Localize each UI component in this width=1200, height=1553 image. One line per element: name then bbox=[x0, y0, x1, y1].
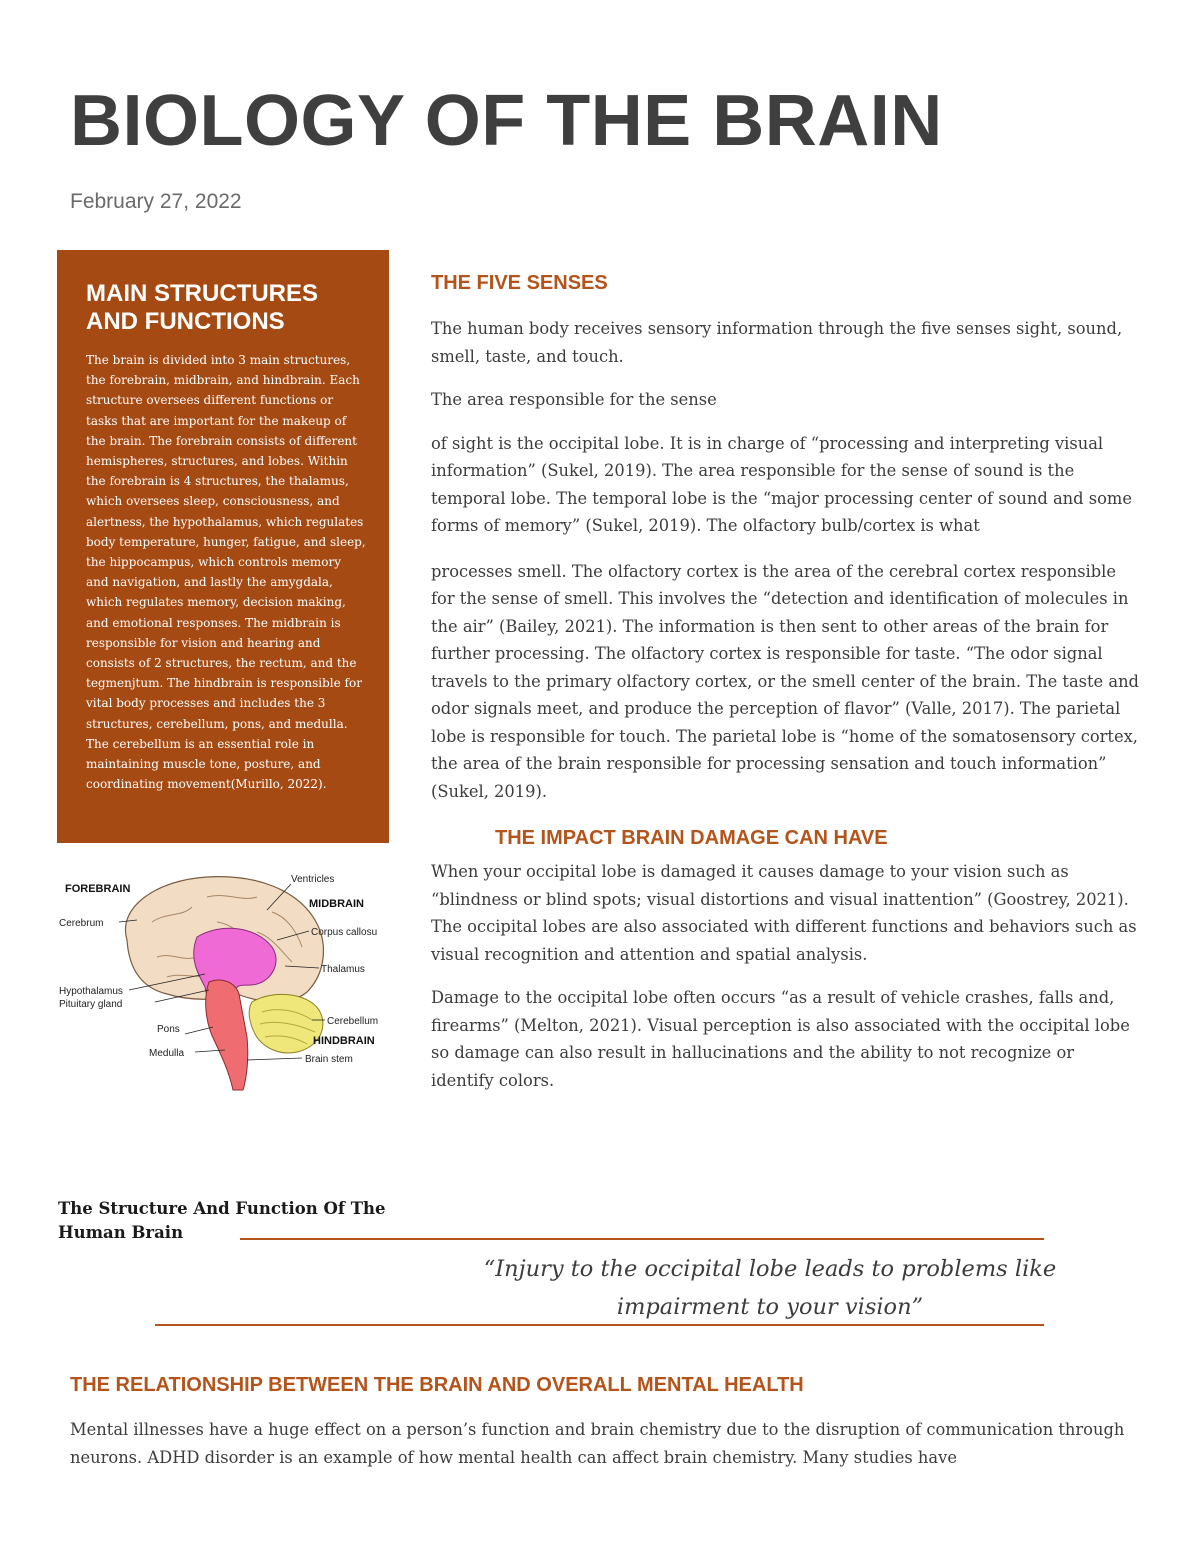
diagram-caption: The Structure And Function Of The Human Brain bbox=[58, 1199, 386, 1242]
quote-rule-top bbox=[240, 1238, 1044, 1240]
pull-quote: “Injury to the occipital lobe leads to problems like impairment to your vision” bbox=[483, 1256, 1057, 1320]
brain-diagram bbox=[57, 862, 391, 1094]
sidebar-box bbox=[57, 250, 389, 843]
publish-date: February 27, 2022 bbox=[70, 190, 242, 213]
mental-health-p1: Mental illnesses have a huge effect on a person’s function and brain chemistry due to the disruption of communication through neurons. ADHD disorder is an example of how mental health can affect brain chemistry. Many studies have bbox=[70, 1420, 1125, 1467]
five-senses-p3: of sight is the occipital lobe. It is in charge of “processing and interpreting visual information” (Sukel, 2019). The area responsible for the sense of sound is the temporal lobe. The temporal lobe is the “major processing center of sound and some forms of memory” (Sukel, 2019). The olfactory bulb/cortex is what bbox=[431, 433, 1132, 535]
diagram-label-midbrain: MIDBRAIN bbox=[309, 898, 364, 910]
diagram-label-pons: Pons bbox=[157, 1024, 180, 1035]
page-title: BIOLOGY OF THE BRAIN bbox=[70, 81, 943, 161]
diagram-label-medulla: Medulla bbox=[149, 1048, 185, 1059]
mental-health-heading: THE RELATIONSHIP BETWEEN THE BRAIN AND OVERALL MENTAL HEALTH bbox=[70, 1374, 804, 1396]
impact-p2: Damage to the occipital lobe often occurs “as a result of vehicle crashes, falls and, firearms” (Melton, 2021). Visual perception is also associated with the occipital lobe so damage can also result in hallucinations and the ability to not recognize or identify colors. bbox=[431, 988, 1130, 1090]
five-senses-p1: The human body receives sensory information through the five senses sight, sound, smell, taste, and touch. bbox=[431, 319, 1123, 366]
diagram-label-pituitary: Pituitary gland bbox=[59, 999, 123, 1010]
diagram-label-hypothalamus: Hypothalamus bbox=[59, 986, 123, 997]
main-column bbox=[431, 272, 1141, 1094]
diagram-label-ventricles: Ventricles bbox=[291, 874, 335, 885]
diagram-label-thalamus: Thalamus bbox=[321, 964, 365, 975]
sidebar-body: The brain is divided into 3 main structures, the forebrain, midbrain, and hindbrain. Each structure oversees different functions or tasks that are important for the makeup of the brain. The forebrain consists of different hemispheres, structures, and lobes. Within the forebrain is 4 structures, the thalamus, which oversees sleep, consciousness, and alertness, the hypothalamus, which regulates body temperature, hunger, fatigue, and sleep, the hippocampus, which controls memory and navigation, and lastly the amygdala, which regulates memory, decision making, and emotional responses. The midbrain is responsible for vision and hearing and consists of 2 structures, the rectum, and the tegmenjtum. The hindbrain is responsible for vital body processes and includes the 3 structures, cerebellum, pons, and medulla. The cerebellum is an essential role in maintaining muscle tone, posture, and coordinating movement(Murillo, 2022). bbox=[86, 353, 366, 792]
impact-p1: When your occipital lobe is damaged it causes damage to your vision such as “blindness or blind spots; visual distortions and visual inattention” (Goostrey, 2021). The occipital lobes are also associated with different functions and behaviors such as visual recognition and attention and spatial analysis. bbox=[431, 862, 1137, 964]
five-senses-heading: THE FIVE SENSES bbox=[431, 272, 608, 294]
five-senses-p2: The area responsible for the sense bbox=[431, 390, 717, 409]
brainstem-shape bbox=[206, 980, 248, 1090]
diagram-label-brainstem: Brain stem bbox=[305, 1054, 353, 1065]
impact-heading: THE IMPACT BRAIN DAMAGE CAN HAVE bbox=[495, 827, 888, 849]
diagram-label-corpus: Corpus callosu bbox=[311, 927, 378, 938]
diagram-label-forebrain: FOREBRAIN bbox=[65, 883, 131, 895]
brain-diagram-svg bbox=[57, 862, 391, 1094]
diagram-label-cerebrum: Cerebrum bbox=[59, 918, 104, 929]
diagram-label-hindbrain: HINDBRAIN bbox=[313, 1035, 375, 1047]
five-senses-p4: processes smell. The olfactory cortex is the area of the cerebral cortex responsible for the sense of smell. This involves the “detection and identification of molecules in the air” (Bailey, 2021). The information is then sent to other areas of the brain for further processing. The olfactory cortex is responsible for taste. “The odor signal travels to the primary olfactory cortex, or the smell center of the brain. The taste and odor signals meet, and produce the perception of flavor” (Valle, 2017). The parietal lobe is responsible for touch. The parietal lobe is “home of the somatosensory cortex, the area of the brain responsible for processing sensation and touch information” (Sukel, 2019). bbox=[431, 561, 1139, 801]
diagram-label-cerebellum: Cerebellum bbox=[327, 1016, 379, 1027]
sidebar-heading: MAIN STRUCTURES AND FUNCTIONS bbox=[86, 280, 318, 335]
quote-rule-bottom bbox=[155, 1324, 1044, 1326]
